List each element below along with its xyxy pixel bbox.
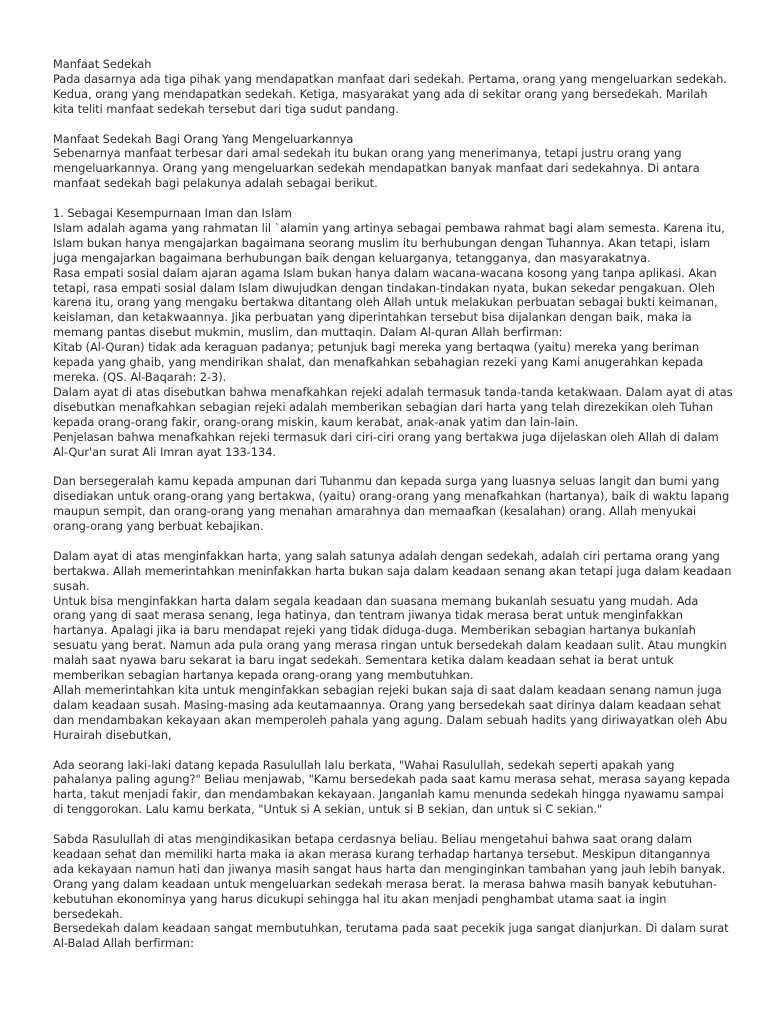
text-line: manfaat sedekah bagi pelakunya adalah sebagai berikut. xyxy=(53,176,378,191)
text-line: Dalam ayat di atas disebutkan bahwa menafkahkan rejeki adalah termasuk tanda-tanda ketakwaan. Dalam ayat di atas xyxy=(53,384,733,399)
text-line: Islam adalah agama yang rahmatan lil `alamin yang artinya sebagai pembawa rahmat bagi alam semesta. Karena itu, xyxy=(53,220,725,235)
text-line: pahalanya paling agung?" Beliau menjawab, "Kamu bersedekah pada saat kamu merasa sehat, merasa sayang kepada xyxy=(53,772,731,787)
section-heading: Manfaat Sedekah Bagi Orang Yang Mengeluarkannya xyxy=(53,131,354,146)
text-line: orang yang di saat merasa senang, lega hatinya, dan tentram jiwanya tidak merasa berat untuk menginfakkan xyxy=(53,608,683,623)
text-line: mereka. (QS. Al-Baqarah: 2-3). xyxy=(53,370,227,384)
text-line: Pada dasarnya ada tiga pihak yang mendapatkan manfaat dari sedekah. Pertama, orang yang mengeluarkan sedekah. xyxy=(53,71,727,86)
text-line: Kedua, orang yang mendapatkan sedekah. Ketiga, masyarakat yang ada di sekitar orang yang bersedekah. Marilah xyxy=(53,86,708,101)
text-line: disediakan untuk orang-orang yang bertakwa, (yaitu) orang-orang yang menafkahkan (hartanya), baik di waktu lapang xyxy=(53,489,730,504)
text-line: Dan bersegeralah kamu kepada ampunan dari Tuhanmu dan kepada surga yang luasnya seluas langit dan bumi yang xyxy=(53,474,720,489)
document-body xyxy=(53,57,733,951)
text-line: hartanya. Apalagi jika ia baru mendapat rejeki yang tidak diduga-duga. Memberikan sebagian hartanya bukanlah xyxy=(53,623,696,638)
paragraph-block xyxy=(53,206,733,459)
text-line: karena itu, orang yang mengaku bertakwa ditantang oleh Allah untuk melakukan perbuatan sebagai bukti keimanan, xyxy=(53,295,718,310)
paragraph-block xyxy=(53,474,728,534)
text-line: Orang yang dalam keadaan untuk mengeluarkan sedekah merasa berat. Ia merasa bahwa masih banyak kebutuhan- xyxy=(53,876,717,891)
text-line: Hurairah disebutkan, xyxy=(53,727,172,742)
text-line: tetapi, rasa empati sosial dalam Islam diwujudkan dengan tindakan-tindakan nyata, bukan sekedar pengakuan. Oleh xyxy=(53,280,715,295)
text-line: kepada yang ghaib, yang mendirikan shalat, dan menafkahkan sebahagian rezeki yang Kami anugerahkan kepada xyxy=(53,355,704,370)
text-line: Islam bukan hanya mengajarkan bagaimana seorang muslim itu berhubungan dengan Tuhannya. Akan tetapi, islam xyxy=(53,235,711,250)
text-line: memang pantas disebut mukmin, muslim, dan muttaqin. Dalam Al-quran Allah berfirman: xyxy=(53,325,563,340)
text-line: Sabda Rasulullah di atas mengindikasikan betapa cerdasnya beliau. Beliau mengetahui bahwa saat orang dalam xyxy=(53,832,692,847)
text-line: bertakwa. Allah memerintahkan meninfakkan harta bukan saja dalam keadaan senang akan tetapi juga dalam keadaan xyxy=(53,563,732,578)
text-line: keadaan sehat dan memiliki harta maka ia akan merasa kurang terhadap hartanya tersebut. Meskipun ditangannya xyxy=(53,846,711,861)
paragraph-block xyxy=(53,832,728,951)
paragraph-block xyxy=(53,757,731,818)
paragraph-block xyxy=(53,132,728,192)
text-line: Untuk bisa menginfakkan harta dalam segala keadaan dan suasana memang bukanlah sesuatu yang mudah. Ada xyxy=(53,593,699,608)
text-line: dalam keadaan susah. Masing-masing ada keutamaannya. Orang yang bersedekah saat dirinya dalam keadaan sehat xyxy=(53,697,721,712)
text-line: keislaman, dan ketakwaannya. Jika perbuatan yang diperintahkan tersebut bisa dijalankan dengan baik, maka ia xyxy=(53,310,692,325)
paragraph-block xyxy=(53,548,732,743)
text-line: Al-Balad Allah berfirman: xyxy=(53,936,194,951)
text-line: Penjelasan bahwa menafkahkan rejeki termasuk dari ciri-ciri orang yang bertakwa juga dijelaskan oleh Allah di dalam xyxy=(53,429,719,444)
text-line: kepada orang-orang fakir, orang-orang miskin, kaum kerabat, anak-anak yatim dan lain-lain. xyxy=(53,414,579,429)
section-heading: Manfaat Sedekah xyxy=(53,57,152,71)
text-line: disebutkan menafkahkan sebagian rejeki adalah memberikan sebagian dari harta yang telah direzekikan oleh Tuhan xyxy=(53,399,714,414)
text-line: kita teliti manfaat sedekah tersebut dari tiga sudut pandang. xyxy=(53,101,399,116)
text-line: sesuatu yang berat. Namun ada pula orang yang merasa ringan untuk bersedekah dalam keadaan sulit. Atau mungkin xyxy=(53,638,727,653)
text-line: Sebenarnya manfaat terbesar dari amal sedekah itu bukan orang yang menerimanya, tetapi justru orang yang xyxy=(53,146,682,161)
text-line: Dalam ayat di atas menginfakkan harta, yang salah satunya adalah dengan sedekah, adalah ciri pertama orang yang xyxy=(53,548,720,563)
text-line: dan mendambakan kekayaan akan memperoleh pahala yang agung. Dalam sebuah hadits yang diriwayatkan oleh Abu xyxy=(53,712,728,727)
text-line: memberikan sebagian hartanya kepada orang-orang yang membutuhkan. xyxy=(53,668,474,683)
text-line: bersedekah. xyxy=(53,906,123,921)
text-line: Bersedekah dalam keadaan sangat membutuhkan, terutama pada saat pecekik juga sangat dianjurkan. Di dalam surat xyxy=(53,921,729,936)
text-line: mengeluarkannya. Orang yang mengeluarkan sedekah mendapatkan banyak manfaat dari sedekahnya. Di antara xyxy=(53,161,700,176)
paragraph-block xyxy=(53,57,728,117)
text-line: ada kekayaan namun hati dan jiwanya masih sangat haus harta dan menginginkan tambahan yang jauh lebih banyak. xyxy=(53,861,726,876)
text-line: di tenggorokan. Lalu kamu berkata, "Untuk si A sekian, untuk si B sekian, dan untuk si C sekian." xyxy=(53,802,603,817)
text-line: Kitab (Al-Quran) tidak ada keraguan padanya; petunjuk bagi mereka yang bertaqwa (yaitu) mereka yang beriman xyxy=(53,340,700,355)
text-line: Ada seorang laki-laki datang kepada Rasulullah lalu berkata, "Wahai Rasulullah, sedekah seperti apakah yang xyxy=(53,757,675,772)
text-line: orang-orang yang berbuat kebajikan. xyxy=(53,519,264,534)
text-line: Rasa empati sosial dalam ajaran agama Islam bukan hanya dalam wacana-wacana kosong yang tanpa aplikasi. Akan xyxy=(53,265,717,280)
text-line: Al-Qur'an surat Ali Imran ayat 133-134. xyxy=(53,444,276,459)
text-line: malah saat nyawa baru sekarat ia baru ingat sedekah. Sementara ketika dalam keadaan sehat ia berat untuk xyxy=(53,653,674,668)
text-line: juga mengajarkan bagaimana berhubungan baik dengan keluarganya, tetangganya, dan masyarakatnya. xyxy=(53,250,651,265)
section-heading: 1. Sebagai Kesempurnaan Iman dan Islam xyxy=(53,206,292,221)
text-line: harta, takut menjadi fakir, dan mendambakan kekayaan. Janganlah kamu menunda sedekah hingga nyawamu sampai xyxy=(53,787,724,802)
text-line: maupun sempit, dan orang-orang yang menahan amarahnya dan memaafkan (kesalahan) orang. Allah menyukai xyxy=(53,504,697,519)
text-line: susah. xyxy=(53,578,90,593)
text-line: kebutuhan ekonominya yang harus dicukupi sehingga hal itu akan menjadi penghambat utama saat ia ingin xyxy=(53,891,667,906)
text-line: Allah memerintahkan kita untuk menginfakkan sebagian rejeki bukan saja di saat dalam keadaan senang namun juga xyxy=(53,683,722,697)
